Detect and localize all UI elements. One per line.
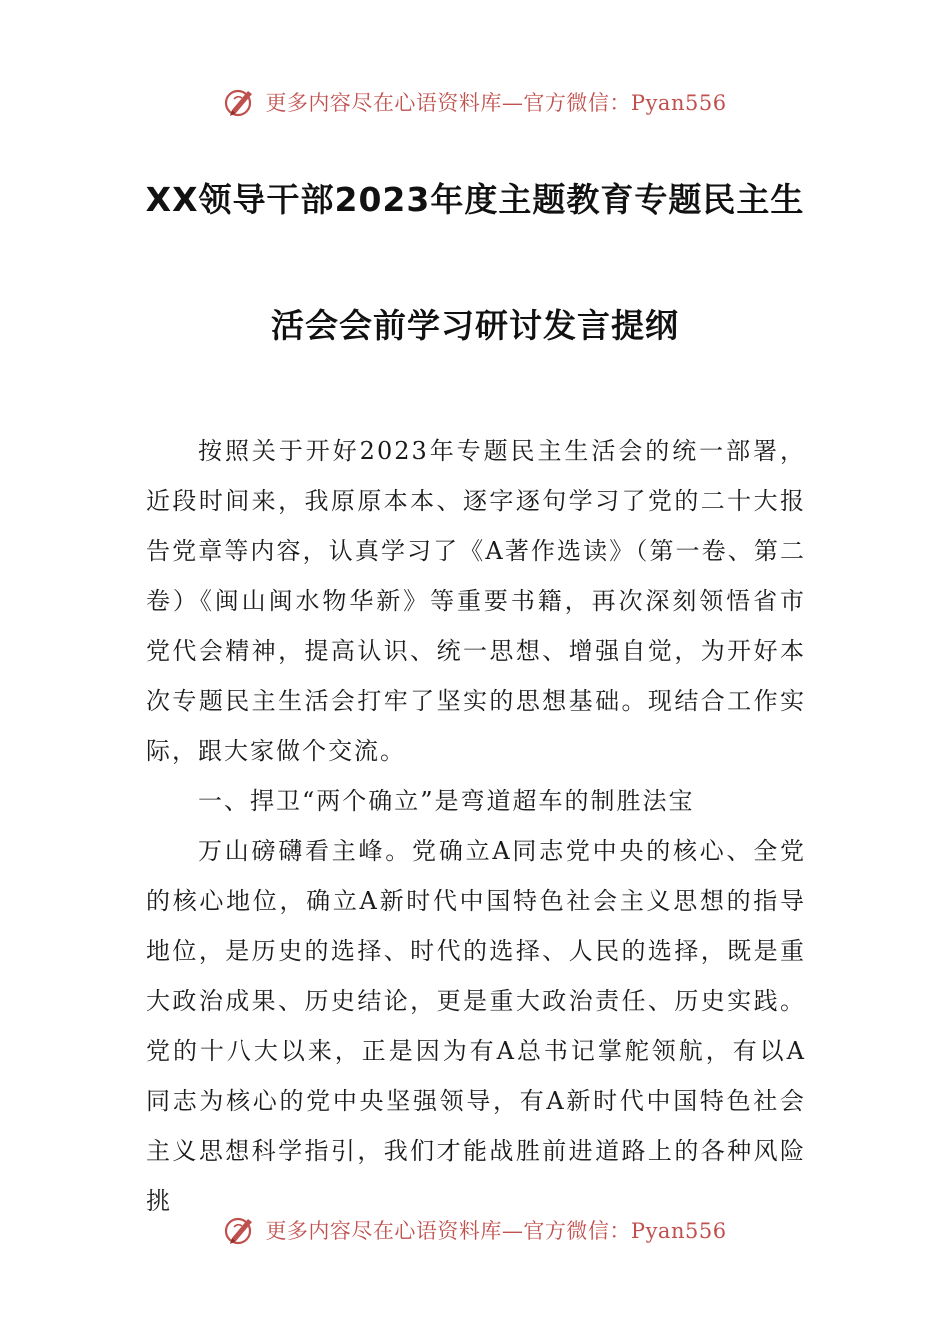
paragraph-intro: 按照关于开好2023年专题民主生活会的统一部署，近段时间来，我原原本本、逐字逐句学习了党的二十大报告党章等内容，认真学习了《A著作选读》（第一卷、第二卷）《闽山闽水物华新》等重要书籍，再次深刻领悟省市党代会精神，提高认识、统一思想、增强自觉，为开好本次专题民主生活会打牢了坚实的思想基础。现结合工作实际，跟大家做个交流。 [146,437,806,765]
watermark-text-bottom: 更多内容尽在心语资料库—官方微信：Pyan556 [265,1219,727,1243]
pen-logo-icon [223,1213,257,1247]
paragraph-section-1: 万山磅礴看主峰。党确立A同志党中央的核心、全党的核心地位，确立A新时代中国特色社会主义思想的指导地位，是历史的选择、时代的选择、人民的选择，既是重大政治成果、历史结论，更是重大政治责任、历史实践。党的十八大以来，正是因为有A总书记掌舵领航，有以A同志为核心的党中央坚强领导，有A新时代中国特色社会主义思想科学指引，我们才能战胜前进道路上的各种风险挑 [146,837,806,1215]
document-body [146,426,806,1226]
document-title-line-1: XX领导干部2023年度主题教育专题民主生 [145,180,805,219]
section-heading-1: 一、捍卫“两个确立”是弯道超车的制胜法宝 [198,787,695,815]
watermark-banner-bottom [0,1210,950,1250]
watermark-banner-top [0,82,950,122]
document-title-line-2: 活会会前学习研讨发言提纲 [271,306,679,345]
pen-logo-icon [223,85,257,119]
watermark-text-top: 更多内容尽在心语资料库—官方微信：Pyan556 [265,91,727,115]
